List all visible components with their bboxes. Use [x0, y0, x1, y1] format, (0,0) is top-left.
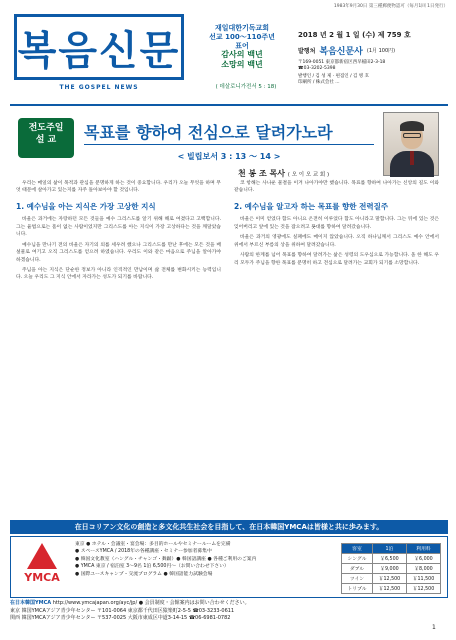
table-cell: ￥12,500 — [372, 584, 406, 594]
editors: 발행인 / 김 성 제 · 편집인 / 김 병 호 — [298, 73, 369, 79]
motto-verse: ( 데살로니가전서 5 : 18) — [215, 84, 277, 90]
article-paragraph: 바울은 과거에는 자랑하던 모든 것들을 예수 그리스도를 알기 위해 해로 여겼다고 고백합니다. 그는 율법으로는 흠이 없는 사람이었지만 그리스도를 아는 지식이 가장 고상하다는 것을 깨달았습니다. — [16, 217, 221, 238]
header-divider — [10, 104, 448, 106]
ymca-ad — [10, 536, 448, 598]
ymca-triangle-icon — [27, 543, 57, 569]
table-cell: ツイン — [342, 574, 373, 584]
article-headline: 목표를 향하여 전심으로 달려가노라 — [84, 123, 333, 142]
article-paragraph: 코 항해는 사나운 물결을 이겨 나아가야만 했습니다. 목표를 향하여 나아가는 신앙의 길도 이와 같습니다. — [234, 181, 439, 194]
scripture-reference: < 빌립보서 3 : 13 〜 14 > — [177, 152, 281, 161]
ymca-logo-text: YMCA — [24, 571, 60, 584]
table-row — [342, 584, 441, 594]
article-paragraph: 사람의 한계를 넘어 목표를 향하여 달려가는 삶은 성령의 도우심으로 가능합니다. 올 한 해도 우리 모두가 주님을 향한 목표를 분명히 하고 전심으로 달려가는 교회가 되기를 소망합니다. — [234, 253, 439, 266]
author-photo — [383, 112, 439, 176]
logo-subtitle: THE GOSPEL NEWS — [59, 84, 139, 91]
article-paragraph: 예수님을 만나기 전의 바울은 자기의 의를 세우려 했으나 그리스도를 만난 후에는 모든 것을 배설물로 여기고 오직 그리스도를 얻으려 하였습니다. 우리도 이와 같은 마음으로 주님을 알아가야 하겠습니다. — [16, 242, 221, 263]
table-row — [342, 554, 441, 564]
table-header: 1泊 — [372, 544, 406, 554]
table-cell: ￥9,000 — [372, 564, 406, 574]
table-row — [342, 564, 441, 574]
printer: 印刷所 / 株式会社 ... — [298, 79, 340, 85]
badge-bottom: 설 교 — [35, 134, 57, 145]
motto-green-line: 소망의 백년 — [221, 60, 263, 70]
motto-line: 선교 100〜110주년 — [209, 32, 275, 41]
publisher-label: 발행처 — [298, 48, 316, 55]
table-cell: ￥6,000 — [406, 554, 440, 564]
table-header: 客室 — [342, 544, 373, 554]
author-name: 천 봉 조 목사 — [238, 169, 285, 178]
footer-org: 在日本韓国YMCA — [10, 600, 52, 606]
top-note: 1983年9月30日 第三種郵便物認可（毎月1回 1日発行） — [333, 4, 448, 9]
motto-block — [196, 24, 288, 70]
table-cell: ダブル — [342, 564, 373, 574]
motto-green-line: 감사의 백년 — [221, 50, 263, 60]
article-paragraph: 우리는 매일의 삶이 목적과 관심을 분명하게 하는 것이 중요합니다. 우리가 오늘 무엇을 하며 무엇 때문에 살아가고 있는지를 자주 돌아보아야 할 것입니다. — [16, 181, 221, 194]
footer-address-tokyo: 東京 韓国YMCAアジア青少年センター 〒101-0064 東京都千代田区猿楽町2-5-5 ☎03-3233-0611 — [10, 607, 235, 614]
ad-line: ● YMCA 東京 / 宿泊室 3〜9名 1泊 6,500円〜（お問い合わせ下さい） — [75, 564, 229, 570]
publication-info — [298, 30, 448, 85]
footer-contact — [10, 600, 448, 623]
table-header: 利用料 — [406, 544, 440, 554]
ymca-logo — [17, 543, 67, 587]
page-number: 1 — [432, 624, 436, 631]
publisher-name: 복음신문사 — [319, 47, 363, 57]
article-paragraph: 주님을 아는 지식은 단순한 정보가 아니라 인격적인 만남이며 삶 전체를 변화시키는 능력입니다. 오늘 우리도 그 지식 안에서 자라가는 성도가 되기를 바랍니다. — [16, 268, 221, 281]
ad-line: ● スペースYMCA / 2018年の各種講座・セミナー参加者募集中 — [75, 549, 212, 555]
room-price-table — [341, 543, 441, 594]
ad-line: ● 韓国文化教室（ハングル・チャンゴ・舞踊）● 韓国語講座 ● 各種ご利用のご案内 — [75, 556, 257, 562]
sermon-badge — [18, 118, 74, 158]
ad-line: ● 国際ユースキャンプ・交流プログラム ● 韓国語能力試験会場 — [75, 571, 213, 577]
newspaper-logo — [14, 14, 184, 80]
badge-top: 전도주일 — [28, 123, 64, 133]
motto-line: 재일대한기독교회 — [214, 24, 270, 32]
table-cell: シングル — [342, 554, 373, 564]
table-cell: ￥12,500 — [372, 574, 406, 584]
table-cell: ￥12,500 — [406, 584, 440, 594]
article-column-left — [16, 180, 221, 285]
ad-banner: 在日コリアン文化の創造と多文化共生社会を目指して、在日本韓国YMCAは皆様と共に歩みます。 — [10, 520, 448, 534]
footer-address-kansai: 関西 韓国YMCAアジア青少年センター 〒537-0025 大阪市東成区中道3-14-15 ☎06-6981-0782 — [10, 615, 231, 621]
author-role: ( 오 이 오 교 회 ) — [287, 172, 330, 178]
article-column-right — [234, 180, 439, 270]
masthead — [10, 14, 448, 100]
headline-rule — [84, 144, 374, 145]
ad-line: 東京 ● ホテル・会議室・宴会場：多目的ホールやセミナールームを完備 — [75, 542, 231, 547]
article-paragraph: 바울은 이미 얻었다 함도 아니요 온전히 이루었다 함도 아니라고 말합니다. 그는 뒤에 있는 것은 잊어버리고 앞에 있는 것을 잡으려고 푯대를 향하여 달려갔습니다. — [234, 217, 439, 230]
publisher-address: 〒169-0051 東京都新宿区西早稲田2-3-18 — [298, 60, 386, 65]
article-paragraph: 바울은 과거의 영광에도 실패에도 매이지 않았습니다. 오직 하나님께서 그리스도 예수 안에서 위에서 부르신 부름의 상을 위하여 달려갔습니다. — [234, 235, 439, 248]
section-heading: 2. 예수님을 알고자 하는 목표를 향한 전력질주 — [234, 201, 389, 211]
footer-url[interactable]: http://www.ymcajapan.org/ayc/jp/ ● 会員制度・会館案内はお問い合わせください。 — [52, 600, 250, 606]
motto-line: 표어 — [235, 41, 249, 50]
publisher-price: (1月 100円) — [366, 48, 396, 54]
table-row — [342, 574, 441, 584]
publisher-phone: ☎03-3202-5398 — [298, 65, 336, 71]
table-cell: ￥6,500 — [372, 554, 406, 564]
author-byline — [238, 168, 378, 179]
ymca-ad-lines — [75, 541, 330, 578]
logo-text: 복음신문 — [17, 26, 181, 74]
table-cell: トリプル — [342, 584, 373, 594]
table-cell: ￥8,000 — [406, 564, 440, 574]
issue-date: 2018 년 2 월 1 일 (수) 제 759 호 — [298, 31, 411, 39]
table-cell: ￥11,500 — [406, 574, 440, 584]
section-heading: 1. 예수님을 아는 지식은 가장 고상한 지식 — [16, 201, 156, 211]
publisher-row — [298, 44, 448, 57]
